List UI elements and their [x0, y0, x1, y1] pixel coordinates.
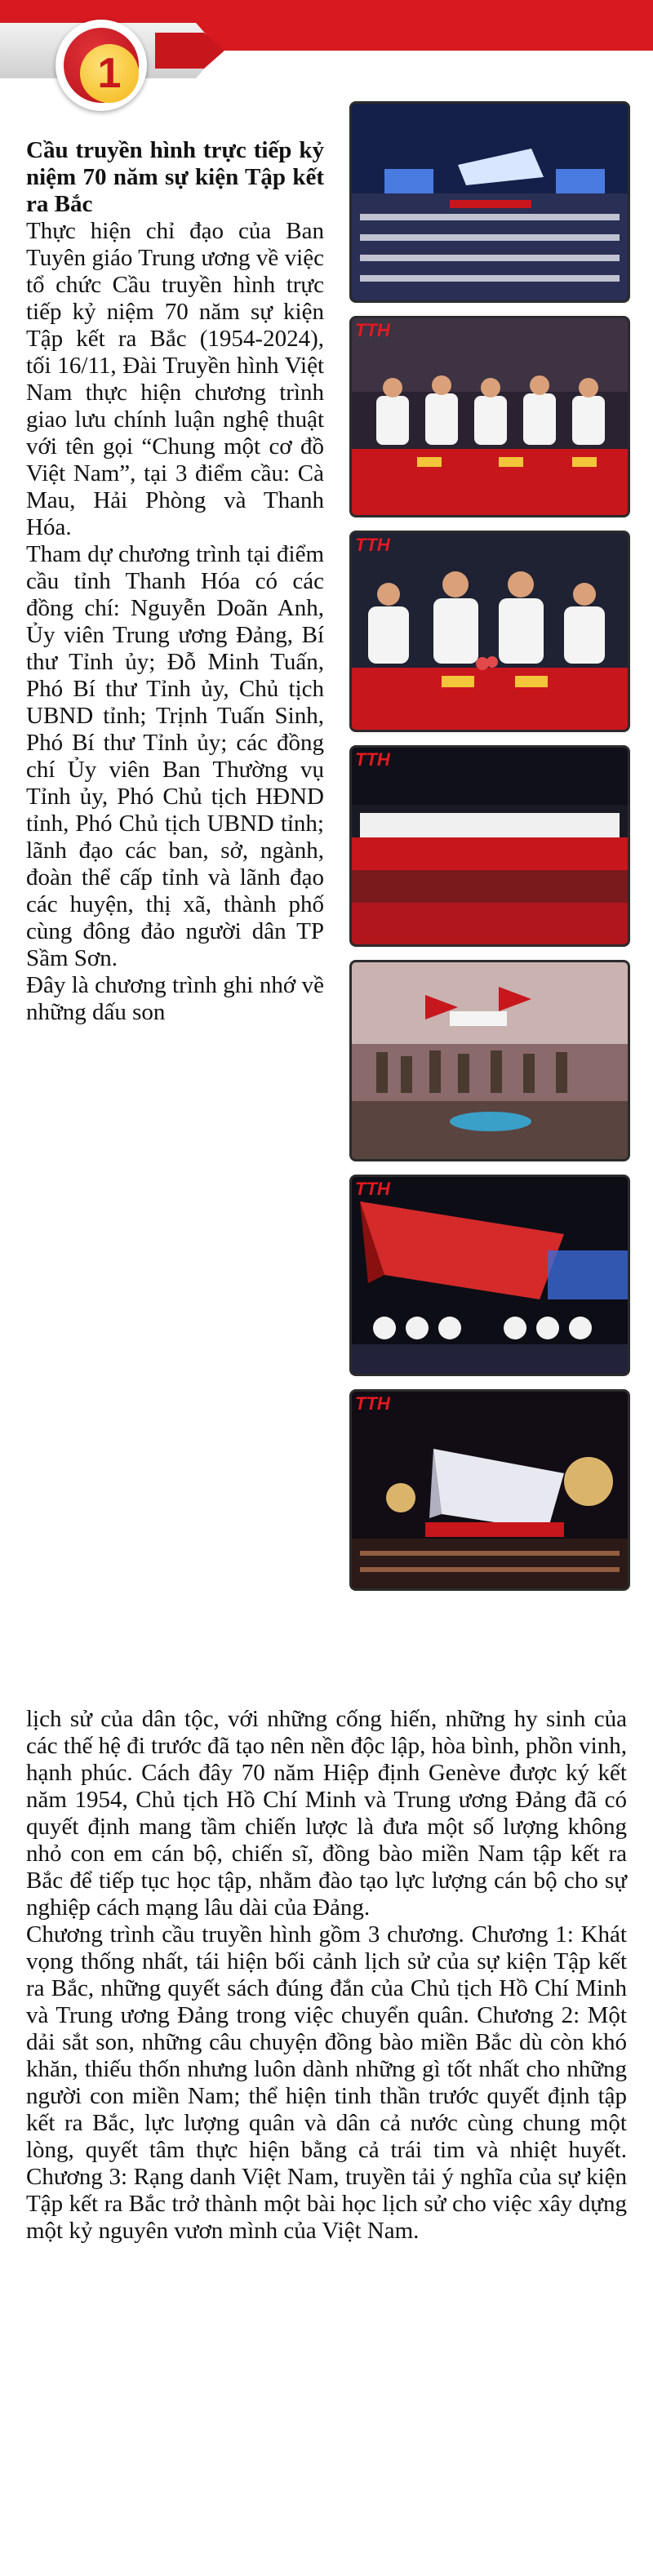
broadcaster-logo: TTH: [355, 749, 390, 770]
article-column: [26, 137, 324, 1026]
section-number: 1: [80, 44, 139, 103]
broadcaster-logo: TTH: [355, 535, 390, 555]
ship-fireworks-photo: [349, 1389, 630, 1591]
delegates-row-photo: [349, 316, 630, 517]
stage-overview-photo: [349, 101, 630, 303]
delegates-closeup-photo: [349, 531, 630, 732]
audience-wide-photo: [349, 745, 630, 947]
paragraph-intro: Thực hiện chỉ đạo của Ban Tuyên giáo Trung ương về việc tổ chức Cầu truyền hình trực tiếp kỷ niệm 70 năm sự kiện Tập kết ra Bắc (1954-2024), tối 16/11, Đài Truyền hình Việt Nam thực hiện chương trình giao lưu chính luận nghệ thuật với tên gọi “Chung một cơ đồ Việt Nam”, tại 3 điểm cầu: Cà Mau, Hải Phòng và Thanh Hóa.: [26, 218, 324, 540]
paragraph-chapters: Chương trình cầu truyền hình gồm 3 chương. Chương 1: Khát vọng thống nhất, tái hiện bối cảnh lịch sử của sự kiện Tập kết ra Bắc, những quyết sách đúng đắn của Chủ tịch Hồ Chí Minh và Trung ương Đảng trong việc chuyển quân. Chương 2: Một dải sắt son, những câu chuyện đồng bào miền Bắc dù còn khó khăn, thiếu thốn nhưng luôn dành những gì tốt nhất cho những người con miền Nam; thể hiện tinh thần trước quyết định tập kết ra Bắc, lực lượng quân và dân cả nước cùng chung một lòng, quyết tâm thực hiện bằng cả trái tim và nhiệt huyết. Chương 3: Rạng danh Việt Nam, truyền tải ý nghĩa của sự kiện Tập kết ra Bắc trở thành một bài học lịch sử cho việc xây dựng một kỷ nguyên vươn mình của Việt Nam.: [26, 1921, 627, 2244]
paragraph-continued: Đây là chương trình ghi nhớ về những dấu son: [26, 972, 324, 1025]
broadcaster-logo: TTH: [355, 1393, 390, 1414]
broadcaster-logo: TTH: [355, 320, 390, 340]
stage-performance-photo: [349, 960, 630, 1161]
article-headline: Cầu truyền hình trực tiếp kỷ niệm 70 năm sự kiện Tập kết ra Bắc: [26, 137, 324, 217]
section-number-badge: [56, 20, 147, 111]
ship-stage-photo: [349, 1175, 630, 1376]
article-full-width: [26, 1706, 627, 2245]
paragraph-attendees: Tham dự chương trình tại điểm cầu tỉnh Thanh Hóa có các đồng chí: Nguyễn Doãn Anh, Ủy viên Trung ương Đảng, Bí thư Tỉnh ủy; Đỗ Minh Tuấn, Phó Bí thư Tỉnh ủy, Chủ tịch UBND tỉnh; Trịnh Tuấn Sinh, Phó Bí thư Tỉnh ủy; các đồng chí Ủy viên Ban Thường vụ Tỉnh ủy, Phó Chủ tịch HĐND tỉnh, Phó Chủ tịch UBND tỉnh; lãnh đạo các ban, sở, ngành, đoàn thể cấp tỉnh và lãnh đạo các huyện, thị xã, thành phố cùng đông đảo người dân TP Sầm Sơn.: [26, 541, 324, 971]
paragraph-history: lịch sử của dân tộc, với những cống hiến, những hy sinh của các thế hệ đi trước đã tạo nên nền độc lập, hòa bình, phồn vinh, hạnh phúc. Cách đây 70 năm Hiệp định Genève được ký kết năm 1954, Chủ tịch Hồ Chí Minh và Trung ương Đảng đã có quyết định mang tầm chiến lược là đưa một số lượng không nhỏ con em cán bộ, chiến sĩ, đồng bào miền Nam tập kết ra Bắc để tiếp tục học tập, nhằm đào tạo lực lượng cán bộ cho sự nghiệp cách mạng lâu dài của Đảng.: [26, 1706, 627, 1921]
broadcaster-logo: TTH: [355, 1179, 390, 1199]
